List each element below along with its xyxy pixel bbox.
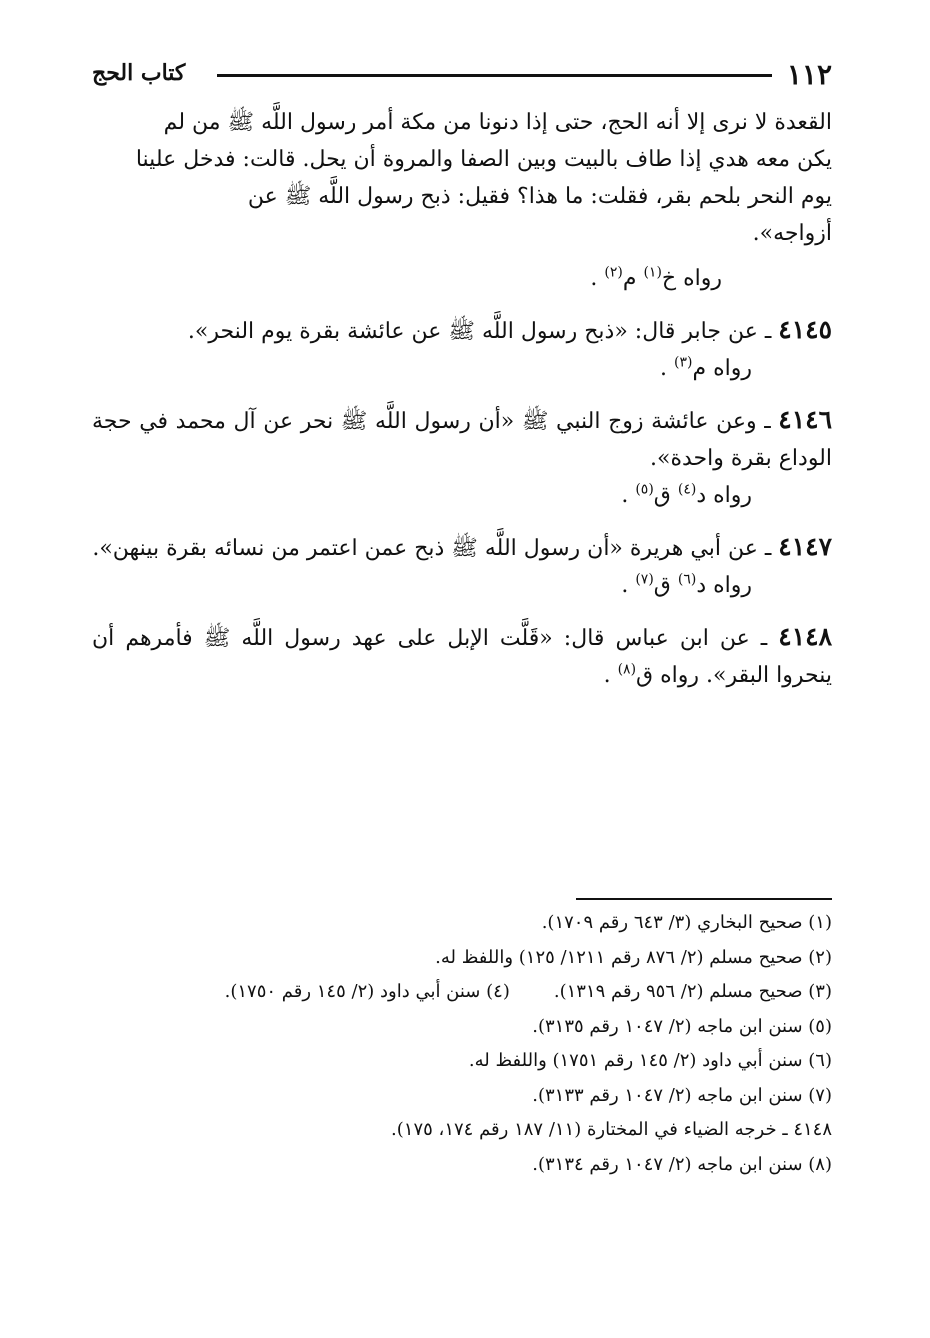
running-header (92, 56, 832, 96)
rawaah-line: رواه م$^{(٣)}$ . (660, 354, 752, 381)
continuation-line: يوم النحر بلحم بقر، فقلت: ما هذا؟ فقيل: ذبح رسول اللَّه ﷺ عن (247, 184, 832, 209)
footnote: (٢) صحيح مسلم (٢/ ٨٧٦ رقم ١٢١١/ ١٢٥) واللفظ له. (435, 946, 832, 968)
page-number: ١١٢ (786, 58, 832, 91)
footnote: ٤١٤٨ ـ خرجه الضياء في المختارة (١١/ ١٨٧ رقم ١٧٤، ١٧٥). (391, 1119, 832, 1140)
continuation-line: يكن معه هدي إذا طاف بالبيت وبين الصفا والمروة أن يحل. قالت: فدخل علينا (135, 147, 832, 172)
rawaah-line: رواه د$^{(٦)}$ ق$^{(٧)}$ . (621, 571, 752, 598)
continuation-line: أزواجه». (752, 221, 832, 246)
footnote-ref: (٥) (635, 481, 654, 498)
footnote-ref: (٤) (677, 481, 697, 498)
hadith-number: ٤١٤٥ (778, 315, 832, 344)
hadith-4146: ٤١٤٦ ـ وعن عائشة زوج النبي ﷺ «أن رسول اللَّه ﷺ نحر عن آل محمد في حجة الوداع بقرة واحدة». (92, 405, 832, 471)
footnote: (٣) صحيح مسلم (٢/ ٩٥٦ رقم ١٣١٩). (553, 981, 832, 1002)
hadith-number: ٤١٤٦ (778, 405, 832, 434)
footnote-line (92, 975, 832, 1010)
footnotes (92, 906, 832, 1182)
footnote: (٤) سنن أبي داود (٢/ ١٤٥ رقم ١٧٥٠). (224, 981, 510, 1002)
rawaah-line: رواه خ$^{(١)}$ م$^{(٢)}$ . (590, 264, 722, 291)
footnote-ref: (٦) (677, 571, 697, 588)
footnote-separator (576, 898, 832, 900)
footnote: (٨) سنن ابن ماجه (٢/ ١٠٤٧ رقم ٣١٣٤). (532, 1153, 832, 1175)
hadith-4147: ٤١٤٧ ـ عن أبي هريرة «أن رسول اللَّه ﷺ ذبح عمن اعتمر من نسائه بقرة بينهن». (92, 532, 832, 561)
hadith-number: ٤١٤٧ (778, 532, 832, 561)
hadith-number: ٤١٤٨ (778, 622, 832, 651)
book-title: كتاب الحج (92, 60, 186, 86)
footnote-ref: (٨) (617, 661, 637, 678)
footnote: (١) صحيح البخاري (٣/ ٦٤٣ رقم ١٧٠٩). (541, 912, 832, 933)
footnote-ref: (٧) (635, 571, 654, 588)
footnote: (٦) سنن أبي داود (٢/ ١٤٥ رقم ١٧٥١) واللفظ له. (468, 1050, 832, 1071)
main-text (92, 104, 832, 694)
hadith-4145: ٤١٤٥ ـ عن جابر قال: «ذبح رسول اللَّه ﷺ عن عائشة بقرة يوم النحر». (187, 315, 832, 344)
footnote: (٧) سنن ابن ماجه (٢/ ١٠٤٧ رقم ٣١٣٣). (532, 1084, 832, 1106)
footnote-ref: (٢) (604, 264, 623, 281)
footnote-ref: (١) (643, 264, 662, 281)
hadith-4148: ٤١٤٨ ـ عن ابن عباس قال: «قَلَّت الإبل على عهد رسول اللَّه ﷺ فأمرهم أن ينحروا البقر». رواه ق$^{(٨)}$ . (92, 622, 832, 688)
continuation-line: القعدة لا نرى إلا أنه الحج، حتى إذا دنونا من مكة أمر رسول اللَّه ﷺ من لم (163, 110, 832, 135)
rawaah-line: رواه د$^{(٤)}$ ق$^{(٥)}$ . (621, 481, 752, 508)
header-rule (217, 74, 772, 77)
footnote-ref: (٣) (674, 354, 693, 371)
footnote: (٥) سنن ابن ماجه (٢/ ١٠٤٧ رقم ٣١٣٥). (532, 1015, 832, 1037)
